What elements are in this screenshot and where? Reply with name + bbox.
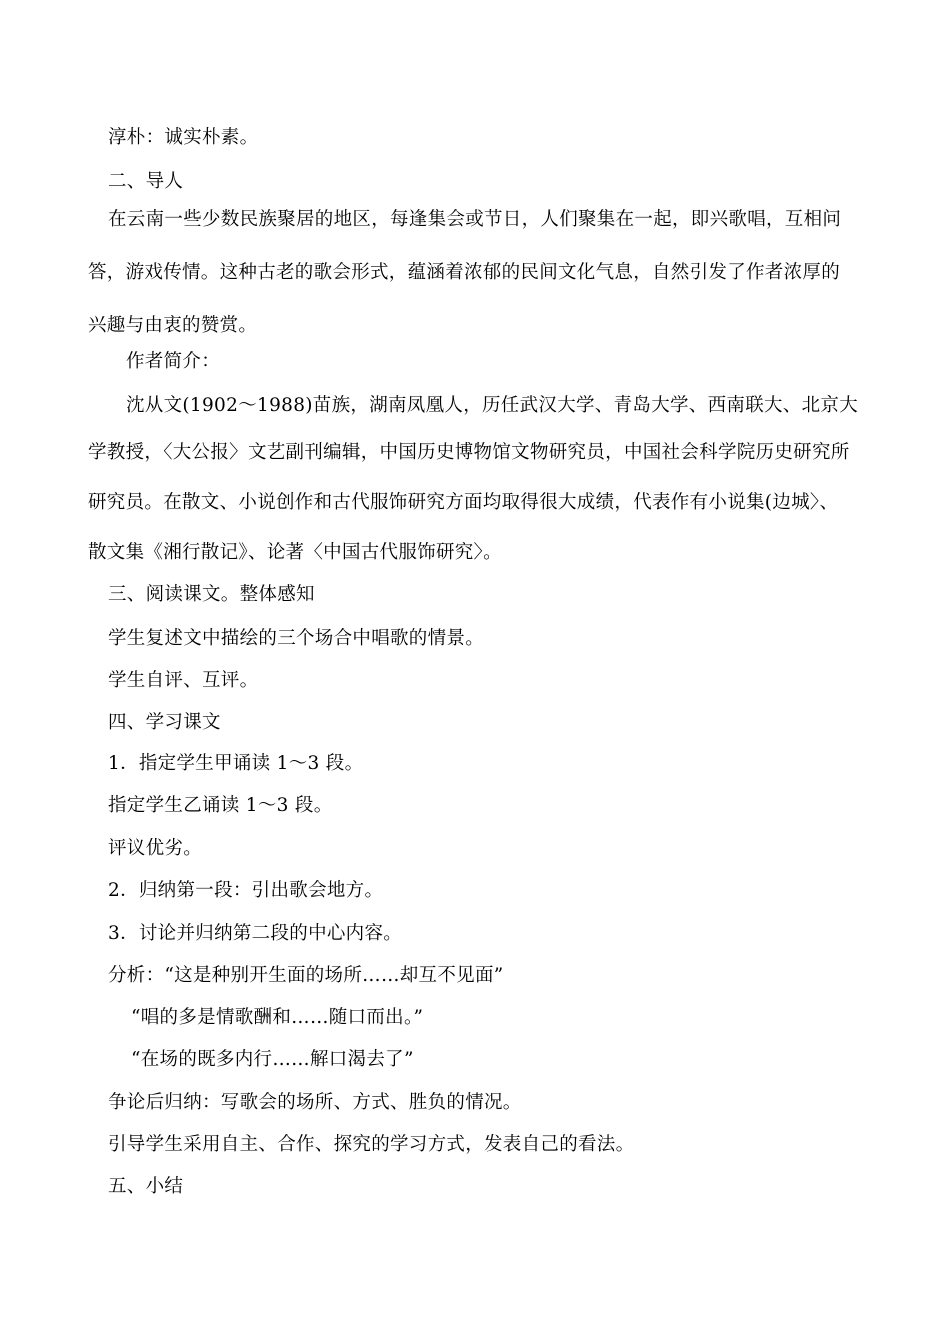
intro-paragraph-line-1: 在云南一些少数民族聚居的地区，每逢集会或节日，人们聚集在一起，即兴歌唱，互相问 [108,209,842,230]
guidance-note: 引导学生采用自主、合作、探究的学习方式，发表自己的看法。 [108,1134,635,1155]
reading-task-retell: 学生复述文中描绘的三个场合中唱歌的情景。 [108,628,485,649]
section-heading-intro: 二、导人 [108,171,184,192]
author-bio-line-4: 散文集《湘行散记》、论著〈中国古代服饰研究〉。 [88,542,502,563]
intro-paragraph-line-2: 答，游戏传情。这种古老的歌会形式，蕴涵着浓郁的民间文化气息，自然引发了作者浓厚的 [88,262,841,283]
analysis-quote-3: “在场的既多内行……解口渴去了” [131,1049,414,1070]
study-step-3: 3．讨论并归纳第二段的中心内容。 [108,923,403,944]
definition-chunpu: 淳朴：诚实朴素。 [108,127,259,148]
author-bio-line-3: 研究员。在散文、小说创作和古代服饰研究方面均取得很大成绩，代表作有小说集(边城〉、 [88,492,839,513]
study-step-evaluate: 评议优劣。 [108,838,203,859]
section-heading-study: 四、学习课文 [108,712,221,733]
author-bio-line-2: 学教授，〈大公报〉文艺副刊编辑，中国历史博物馆文物研究员，中国社会科学院历史研究所 [88,442,850,463]
reading-task-evaluate: 学生自评、互评。 [108,670,259,691]
author-intro-heading: 作者简介： [126,351,221,372]
study-step-1b: 指定学生乙诵读 1～3 段。 [108,795,333,816]
section-heading-reading: 三、阅读课文。整体感知 [108,584,315,605]
author-bio-line-1: 沈从文(1902～1988)苗族，湖南凤凰人，历任武汉大学、青岛大学、西南联大、北京大 [126,395,858,416]
summary-after-discussion: 争论后归纳：写歌会的场所、方式、胜负的情况。 [108,1092,522,1113]
study-step-1: 1．指定学生甲诵读 1～3 段。 [108,753,364,774]
study-step-2: 2．归纳第一段：引出歌会地方。 [108,880,384,901]
analysis-quote-2: “唱的多是情歌酬和……随口而出。” [131,1007,424,1028]
intro-paragraph-line-3: 兴趣与由衷的赞赏。 [88,315,258,336]
analysis-quote-1: 分析：“这是种别开生面的场所……却互不见面” [108,965,504,986]
section-heading-summary: 五、小结 [108,1176,184,1197]
